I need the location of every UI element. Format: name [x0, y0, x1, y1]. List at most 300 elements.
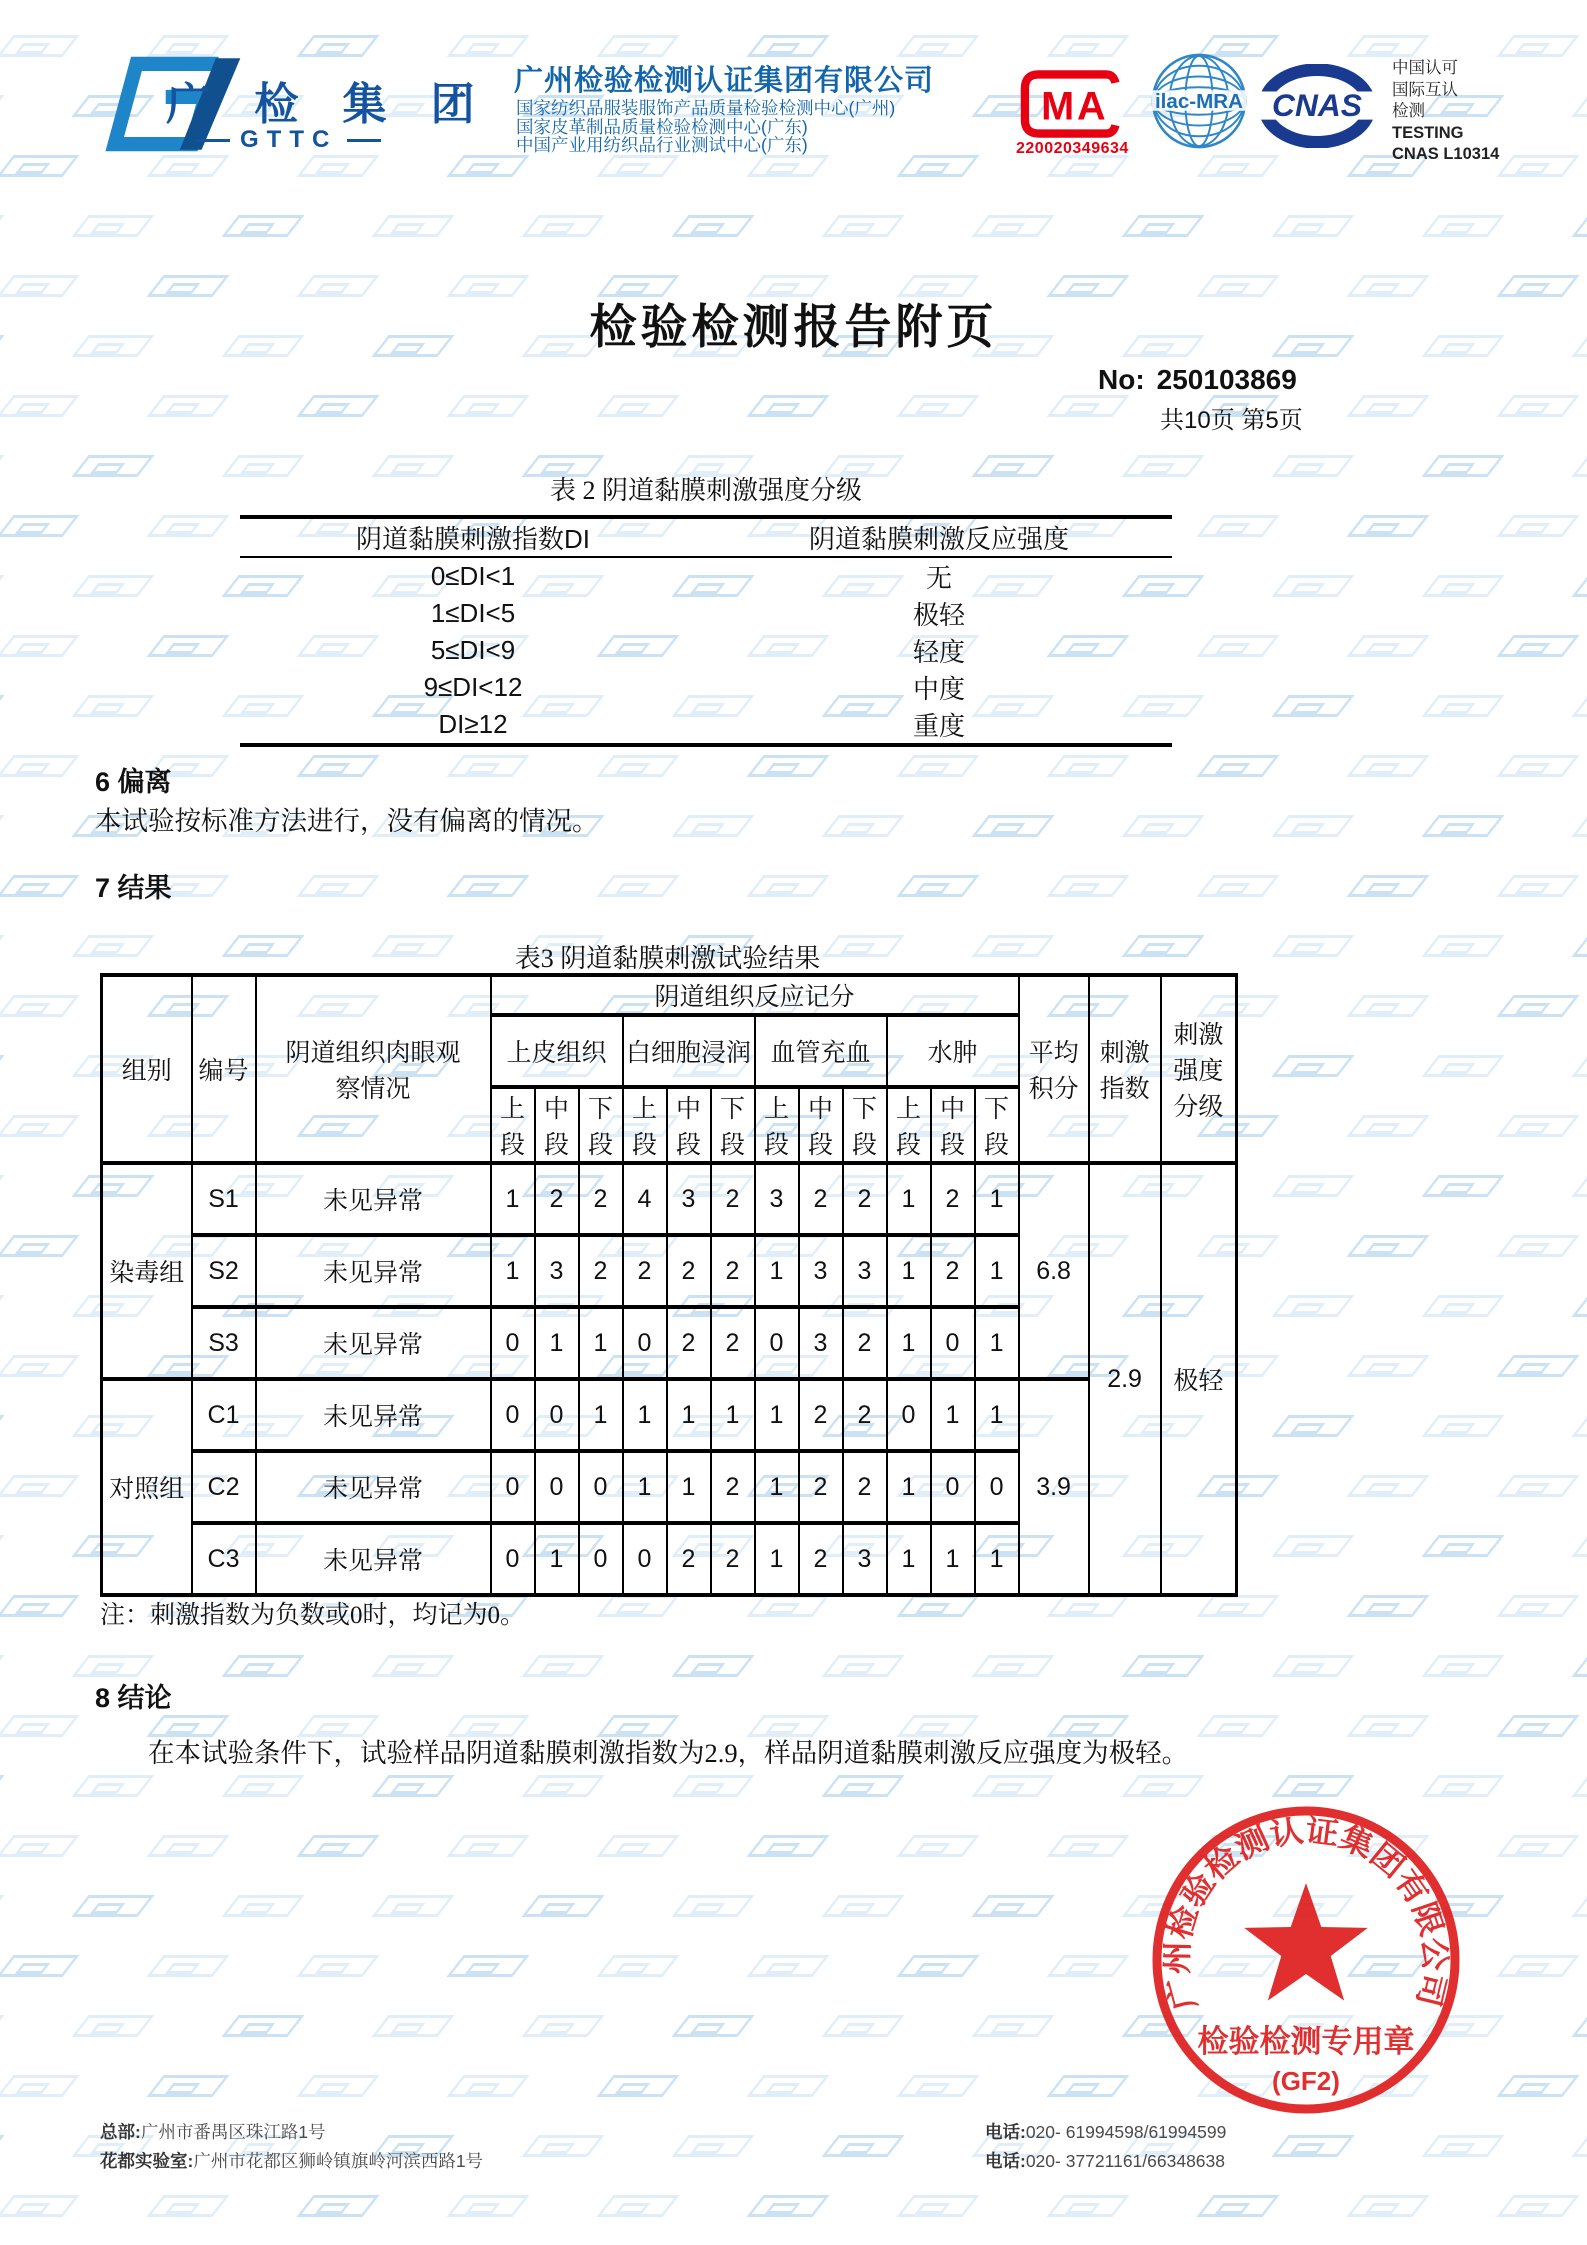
- watermark-tile: [446, 395, 529, 417]
- table-cell: 5≤DI<9: [430, 635, 516, 665]
- watermark-tile: [596, 155, 679, 177]
- company-line: 中国产业用纺织品行业测试中心(广东): [516, 135, 808, 155]
- table3-header-cell: 上段: [755, 1087, 799, 1163]
- table-cell: 2: [579, 1163, 623, 1235]
- table-cell: 0: [931, 1451, 975, 1523]
- watermark-tile: [446, 875, 529, 897]
- table-cell: 2: [931, 1235, 975, 1307]
- table-cell: DI≥12: [438, 709, 508, 739]
- table2-row: [240, 557, 1172, 595]
- watermark-tile: [1121, 215, 1204, 237]
- watermark-tile: [1571, 2015, 1587, 2037]
- cma-number: 220020349634: [1016, 140, 1129, 157]
- table-cell: S2: [192, 1235, 256, 1307]
- watermark-tile: [1571, 1655, 1587, 1677]
- watermark-tile: [1271, 1415, 1354, 1437]
- watermark-tile: [1496, 1595, 1579, 1617]
- watermark-tile: [1046, 875, 1129, 897]
- watermark-tile: [1571, 1415, 1587, 1437]
- watermark-tile: [146, 1955, 229, 1977]
- table-cell: 3: [843, 1523, 887, 1595]
- watermark-tile: [896, 2195, 979, 2217]
- watermark-tile: [1346, 1115, 1429, 1137]
- watermark-tile: [0, 1355, 80, 1377]
- table3-header-cell: 水肿: [887, 1015, 1019, 1087]
- watermark-tile: [446, 1955, 529, 1977]
- watermark-tile: [1421, 1055, 1504, 1077]
- footer-value: 广州市花都区狮岭镇旗岭河滨西路1号: [193, 2151, 484, 2171]
- watermark-tile: [0, 635, 80, 657]
- watermark-tile: [821, 215, 904, 237]
- watermark-tile: [596, 35, 679, 57]
- watermark-tile: [1496, 35, 1579, 57]
- watermark-tile: [746, 395, 829, 417]
- watermark-tile: [821, 815, 904, 837]
- table-cell: 1: [931, 1523, 975, 1595]
- watermark-tile: [746, 2075, 829, 2097]
- table-cell: 1: [711, 1379, 755, 1451]
- watermark-tile: [1571, 215, 1587, 237]
- table-cell: 1: [931, 1379, 975, 1451]
- watermark-tile: [296, 1835, 379, 1857]
- table3-header-cell: [256, 975, 491, 1163]
- watermark-tile: [971, 2015, 1054, 2037]
- watermark-tile: [1346, 635, 1429, 657]
- watermark-tile: [146, 515, 229, 537]
- watermark-tile: [671, 215, 754, 237]
- watermark-tile: [1346, 515, 1429, 537]
- watermark-tile: [1346, 1595, 1429, 1617]
- watermark-tile: [1496, 1355, 1579, 1377]
- watermark-tile: [71, 575, 154, 597]
- watermark-tile: [1346, 1355, 1429, 1377]
- watermark-tile: [971, 815, 1054, 837]
- watermark-tile: [146, 2195, 229, 2217]
- watermark-tile: [71, 1775, 154, 1797]
- watermark-tile: [521, 1895, 604, 1917]
- watermark-tile: [0, 1835, 80, 1857]
- table-cell: 0: [579, 1523, 623, 1595]
- watermark-tile: [896, 35, 979, 57]
- watermark-tile: [371, 1655, 454, 1677]
- watermark-tile: [746, 1835, 829, 1857]
- cnas-info-line: TESTING: [1392, 123, 1464, 142]
- table-cell: 1: [755, 1235, 799, 1307]
- watermark-tile: [1046, 155, 1129, 177]
- table3: [100, 973, 1238, 1597]
- table3-header-cell: 上皮组织: [491, 1015, 623, 1087]
- table-cell: 0: [535, 1379, 579, 1451]
- section6-body: 本试验按标准方法进行，没有偏离的情况。: [95, 806, 599, 836]
- watermark-tile: [446, 35, 529, 57]
- watermark-tile: [1346, 395, 1429, 417]
- table-cell: 1≤DI<5: [430, 598, 516, 628]
- footer-phone-value: 020- 37721161/66348638: [1025, 2151, 1226, 2171]
- watermark-tile: [1196, 875, 1279, 897]
- table-cell: 9≤DI<12: [423, 672, 523, 702]
- table-cell: 2: [799, 1451, 843, 1523]
- watermark-tile: [821, 1655, 904, 1677]
- watermark-tile: [671, 1655, 754, 1677]
- watermark-tile: [0, 1415, 5, 1437]
- table-cell: 未见异常: [256, 1451, 491, 1523]
- table-cell: 4: [623, 1163, 667, 1235]
- footer-phone-label: 电话:: [985, 2122, 1026, 2142]
- watermark-tile: [1496, 635, 1579, 657]
- watermark-tile: [971, 1775, 1054, 1797]
- watermark-tile: [596, 755, 679, 777]
- cnas-mark-icon: [1258, 64, 1376, 148]
- table-cell: 2: [711, 1307, 755, 1379]
- watermark-tile: [371, 1775, 454, 1797]
- stamp-star-icon: [1244, 1883, 1368, 2001]
- company-subtitles: [516, 99, 895, 155]
- watermark-tile: [596, 2195, 679, 2217]
- watermark-tile: [221, 1655, 304, 1677]
- table2-header-cell: 阴道黏膜刺激指数DI: [240, 517, 706, 557]
- watermark-tile: [596, 1835, 679, 1857]
- table2-row: [240, 706, 1172, 745]
- table3-header-cell: 白细胞浸润: [623, 1015, 755, 1087]
- footer-row: [100, 2147, 1500, 2176]
- watermark-tile: [1271, 1055, 1354, 1077]
- watermark-tile: [671, 1775, 754, 1797]
- watermark-tile: [1571, 95, 1587, 117]
- table-cell: 2: [843, 1379, 887, 1451]
- watermark-tile: [1046, 35, 1129, 57]
- footer: [100, 2118, 1500, 2176]
- watermark-tile: [1496, 1955, 1579, 1977]
- watermark-tile: [1046, 1955, 1129, 1977]
- footer-label: 花都实验室:: [100, 2151, 194, 2171]
- cnas-info-line: CNAS L10314: [1392, 145, 1500, 163]
- watermark-tile: [746, 155, 829, 177]
- table-cell: 1: [887, 1307, 931, 1379]
- watermark-tile: [1496, 875, 1579, 897]
- table-cell: 1: [623, 1379, 667, 1451]
- watermark-tile: [1196, 155, 1279, 177]
- watermark-tile: [1346, 35, 1429, 57]
- footer-phone-value: 020- 61994598/61994599: [1025, 2122, 1227, 2142]
- watermark-tile: [1121, 1655, 1204, 1677]
- table-cell: C1: [192, 1379, 256, 1451]
- watermark-tile: [1496, 995, 1579, 1017]
- watermark-tile: [1496, 155, 1579, 177]
- table-cell: S1: [192, 1163, 256, 1235]
- table-cell: 0: [975, 1451, 1019, 1523]
- watermark-tile: [746, 2195, 829, 2217]
- table2-row: [240, 669, 1172, 706]
- watermark-tile: [371, 2015, 454, 2037]
- watermark-tile: [1346, 1475, 1429, 1497]
- watermark-tile: [1196, 515, 1279, 537]
- watermark-tile: [746, 755, 829, 777]
- table-cell: 无: [925, 563, 952, 593]
- watermark-tile: [1421, 695, 1504, 717]
- table2-header-row: [240, 517, 1172, 557]
- watermark-tile: [0, 1955, 80, 1977]
- watermark-tile: [0, 1475, 80, 1497]
- watermark-tile: [0, 35, 80, 57]
- watermark-tile: [1271, 695, 1354, 717]
- watermark-tile: [0, 1115, 80, 1137]
- watermark-tile: [221, 2015, 304, 2037]
- watermark-tile: [746, 875, 829, 897]
- brand-logo-sub: [196, 126, 381, 154]
- watermark-tile: [1271, 215, 1354, 237]
- table-cell: 0: [755, 1307, 799, 1379]
- watermark-tile: [0, 1535, 5, 1557]
- watermark-tile: [1496, 755, 1579, 777]
- watermark-tile: [71, 1895, 154, 1917]
- watermark-tile: [821, 2015, 904, 2037]
- table-cell: 3: [535, 1235, 579, 1307]
- watermark-tile: [1271, 1655, 1354, 1677]
- watermark-tile: [446, 2075, 529, 2097]
- watermark-tile: [896, 2075, 979, 2097]
- dash-right: [347, 139, 381, 142]
- watermark-tile: [1421, 815, 1504, 837]
- table-cell: 2: [711, 1163, 755, 1235]
- gttc-label: GTTC: [240, 126, 338, 153]
- table-cell: 2.9: [1089, 1163, 1161, 1595]
- page-title: 检验检测报告附页: [589, 302, 998, 354]
- watermark-tile: [0, 2075, 80, 2097]
- watermark-tile: [1571, 695, 1587, 717]
- watermark-tile: [221, 1775, 304, 1797]
- watermark-tile: [146, 155, 229, 177]
- watermark-tile: [521, 2015, 604, 2037]
- watermark-tile: [0, 1895, 5, 1917]
- table3-header-cell: 下段: [975, 1087, 1019, 1163]
- watermark-tile: [1421, 1535, 1504, 1557]
- watermark-tile: [221, 215, 304, 237]
- section7-heading: 7 结果: [95, 873, 172, 903]
- watermark-tile: [0, 935, 5, 957]
- table3-caption: 表3 阴道黏膜刺激试验结果: [514, 944, 821, 973]
- watermark-tile: [296, 2075, 379, 2097]
- watermark-tile: [1571, 1895, 1587, 1917]
- watermark-tile: [821, 1895, 904, 1917]
- watermark-tile: [0, 2135, 5, 2157]
- company-line: 国家皮革制品质量检验检测中心(广东): [516, 116, 808, 137]
- watermark-tile: [446, 2195, 529, 2217]
- report-no-value: 250103869: [1156, 364, 1297, 395]
- table-cell: 3: [799, 1235, 843, 1307]
- watermark-tile: [1346, 1235, 1429, 1257]
- table-cell: 2: [667, 1523, 711, 1595]
- table-cell: 0: [491, 1307, 535, 1379]
- watermark-tile: [1046, 2195, 1129, 2217]
- watermark-tile: [296, 395, 379, 417]
- watermark-tile: [1196, 755, 1279, 777]
- table-cell: 0≤DI<1: [430, 561, 516, 591]
- watermark-tile: [71, 2015, 154, 2037]
- table-cell: 0: [491, 1523, 535, 1595]
- watermark-tile: [371, 215, 454, 237]
- footer-phone-label: 电话:: [985, 2151, 1026, 2171]
- table3-header-cell: 编号: [192, 975, 256, 1163]
- table3-container: [100, 973, 1235, 1597]
- table-cell: 0: [579, 1451, 623, 1523]
- table-cell: 未见异常: [256, 1379, 491, 1451]
- watermark-tile: [296, 755, 379, 777]
- section6-heading: 6 偏离: [95, 767, 172, 797]
- table-cell: 1: [623, 1451, 667, 1523]
- table-cell: 2: [799, 1379, 843, 1451]
- table-cell: 3: [667, 1163, 711, 1235]
- watermark-tile: [0, 1775, 5, 1797]
- table-cell: 2: [623, 1235, 667, 1307]
- watermark-tile: [1271, 1775, 1354, 1797]
- watermark-tile: [221, 1895, 304, 1917]
- watermark-tile: [521, 1775, 604, 1797]
- footer-phone: [985, 2147, 1225, 2176]
- watermark-tile: [821, 1775, 904, 1797]
- watermark-tile: [71, 455, 154, 477]
- table-cell: 1: [491, 1163, 535, 1235]
- watermark-tile: [1346, 995, 1429, 1017]
- watermark-tile: [521, 215, 604, 237]
- watermark-tile: [896, 395, 979, 417]
- watermark-tile: [1346, 755, 1429, 777]
- watermark-tile: [1571, 1535, 1587, 1557]
- table3-row: [102, 1379, 1237, 1451]
- watermark-tile: [596, 1955, 679, 1977]
- watermark-tile: [1346, 875, 1429, 897]
- watermark-tile: [896, 1955, 979, 1977]
- watermark-tile: [0, 155, 80, 177]
- section8-heading: 8 结论: [95, 1683, 172, 1713]
- table-cell: 1: [579, 1307, 623, 1379]
- watermark-tile: [0, 755, 80, 777]
- watermark-tile: [1421, 1175, 1504, 1197]
- watermark-tile: [746, 1955, 829, 1977]
- watermark-tile: [1046, 395, 1129, 417]
- watermark-tile: [1271, 575, 1354, 597]
- table3-header-cell: 中段: [931, 1087, 975, 1163]
- table-cell: 极轻: [1161, 1163, 1237, 1595]
- table3-header-cell: 组别: [102, 975, 192, 1163]
- table-cell: 2: [843, 1163, 887, 1235]
- watermark-tile: [1421, 455, 1504, 477]
- footer-label: 总部:: [100, 2122, 141, 2142]
- watermark-tile: [0, 1655, 5, 1677]
- watermark-tile: [896, 1595, 979, 1617]
- table-cell: 3.9: [1019, 1379, 1089, 1595]
- watermark-tile: [1421, 1415, 1504, 1437]
- watermark-tile: [71, 695, 154, 717]
- table-cell: 0: [887, 1379, 931, 1451]
- table-cell: 1: [975, 1379, 1019, 1451]
- stamp-code: (GF2): [1272, 2066, 1340, 2096]
- table-cell: 1: [755, 1451, 799, 1523]
- official-stamp: [1146, 1800, 1466, 2120]
- table3-header-cell: 平均积分: [1019, 975, 1089, 1163]
- table2-caption: 表 2 阴道黏膜刺激强度分级: [549, 476, 862, 505]
- table-cell: 2: [667, 1307, 711, 1379]
- watermark-tile: [71, 215, 154, 237]
- watermark-tile: [1571, 935, 1587, 957]
- watermark-tile: [1271, 1295, 1354, 1317]
- table-cell: 1: [975, 1307, 1019, 1379]
- table-cell: 1: [535, 1307, 579, 1379]
- watermark-tile: [596, 2075, 679, 2097]
- table-cell: 1: [491, 1235, 535, 1307]
- watermark-tile: [0, 2015, 5, 2037]
- watermark-tile: [1496, 395, 1579, 417]
- watermark-tile: [0, 995, 80, 1017]
- stamp-title: 检验检测专用章: [1197, 2024, 1415, 2059]
- watermark-tile: [671, 2015, 754, 2037]
- table3-header-cell: 下段: [843, 1087, 887, 1163]
- watermark-tile: [0, 455, 5, 477]
- table-cell: 1: [887, 1163, 931, 1235]
- table-cell: 3: [799, 1307, 843, 1379]
- table-cell: 1: [975, 1235, 1019, 1307]
- cma-mark-icon: [1016, 68, 1128, 140]
- table-cell: 2: [799, 1163, 843, 1235]
- table-cell: 1: [887, 1523, 931, 1595]
- watermark-tile: [896, 155, 979, 177]
- watermark-tile: [671, 815, 754, 837]
- table3-body: [102, 1163, 1237, 1595]
- table-cell: 0: [623, 1307, 667, 1379]
- report-number: [1098, 364, 1297, 396]
- watermark-tile: [596, 1595, 679, 1617]
- watermark-tile: [1271, 1535, 1354, 1557]
- table-cell: 6.8: [1019, 1163, 1089, 1379]
- table-cell: 3: [755, 1163, 799, 1235]
- watermark-tile: [1196, 2195, 1279, 2217]
- watermark-tile: [296, 35, 379, 57]
- table-cell: 1: [667, 1379, 711, 1451]
- watermark-tile: [1496, 1235, 1579, 1257]
- watermark-tile: [1571, 455, 1587, 477]
- watermark-tile: [0, 1235, 80, 1257]
- watermark-tile: [0, 395, 80, 417]
- table-cell: 2: [667, 1235, 711, 1307]
- table-cell: 2: [711, 1235, 755, 1307]
- table-cell: 0: [623, 1523, 667, 1595]
- watermark-tile: [1496, 2075, 1579, 2097]
- watermark-tile: [746, 1595, 829, 1617]
- watermark-tile: [1496, 1835, 1579, 1857]
- watermark-tile: [0, 695, 5, 717]
- watermark-tile: [746, 35, 829, 57]
- watermark-tile: [1571, 1175, 1587, 1197]
- watermark-tile: [1196, 635, 1279, 657]
- cnas-info-block: [1392, 58, 1499, 166]
- table-cell: 2: [843, 1451, 887, 1523]
- watermark-tile: [146, 635, 229, 657]
- table-cell: 2: [711, 1451, 755, 1523]
- watermark-tile: [1496, 515, 1579, 537]
- watermark-tile: [971, 1655, 1054, 1677]
- watermark-tile: [146, 1835, 229, 1857]
- watermark-tile: [0, 1175, 5, 1197]
- table-cell: 1: [667, 1451, 711, 1523]
- watermark-tile: [896, 755, 979, 777]
- watermark-tile: [296, 155, 379, 177]
- watermark-tile: [71, 1655, 154, 1677]
- watermark-tile: [896, 1835, 979, 1857]
- company-line: 国家纺织品服装服饰产品质量检验检测中心(广州): [516, 98, 896, 118]
- watermark-tile: [0, 875, 80, 897]
- ilac-mra-icon: [1150, 52, 1248, 150]
- watermark-tile: [0, 1715, 80, 1737]
- watermark-tile: [0, 2195, 80, 2217]
